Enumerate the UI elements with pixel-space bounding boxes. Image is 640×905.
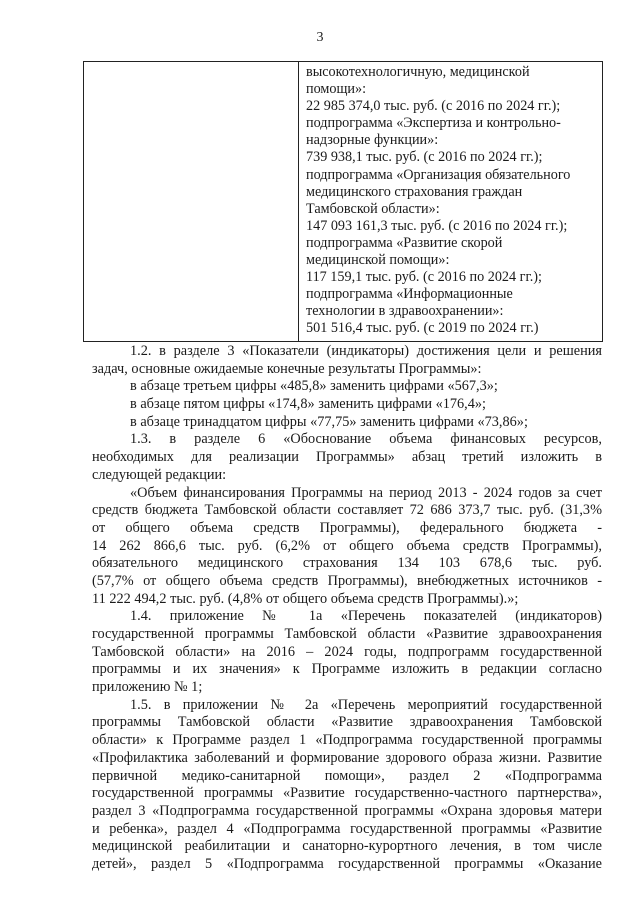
paragraph-line: «Профилактика заболеваний и формирование здорового образа жизни. Развитие	[92, 749, 602, 766]
table-line: надзорные функции»:	[306, 132, 439, 149]
paragraph-line: (57,7% от общего объема средств Программы), внебюджетных источников -	[92, 572, 602, 589]
paragraph-line: и ребенка», раздел 4 «Подпрограмма государственной программы «Развитие	[92, 820, 602, 837]
paragraph-line: 1.4. приложение № 1а «Перечень показателей (индикаторов)	[130, 608, 602, 625]
paragraph-line: детей», раздел 5 «Подпрограмма государственной программы «Оказание	[92, 855, 602, 872]
paragraph-line: медицинской реабилитации и санаторно-курортного лечения, в том числе	[92, 838, 602, 855]
paragraph-line: области» к Программе раздел 1 «Подпрограмма государственной программы	[92, 732, 602, 749]
table-line: 501 516,4 тыс. руб. (с 2019 по 2024 гг.)	[306, 320, 539, 337]
table-column-divider	[298, 62, 299, 341]
paragraph-line: Тамбовской области» на 2016 – 2024 годы, подпрограмм государственной	[92, 643, 602, 660]
paragraph-line: необходимых для реализации Программы» абзац третий изложить в	[92, 449, 602, 466]
table-line: помощи»:	[306, 81, 367, 98]
paragraph-line: обязательного медицинского страхования 134 103 678,6 тыс. руб.	[92, 555, 602, 572]
table-right-cell	[306, 64, 598, 338]
paragraph-line: 14 262 866,6 тыс. руб. (6,2% от общего объема средств Программы),	[92, 537, 602, 554]
table-line: подпрограмма «Экспертиза и контрольно-	[306, 115, 561, 132]
page-number: 3	[316, 30, 324, 45]
table-line: медицинской помощи»:	[306, 252, 450, 269]
table-line: подпрограмма «Развитие скорой	[306, 234, 503, 251]
table-line: 117 159,1 тыс. руб. (с 2016 по 2024 гг.);	[306, 269, 542, 286]
paragraph-line: 11 222 494,2 тыс. руб. (4,8% от общего объема средств Программы).»;	[92, 590, 519, 607]
paragraph-line: приложению № 1;	[92, 679, 203, 696]
paragraph-line: государственной программы Тамбовской области «Развитие здравоохранения	[92, 626, 602, 642]
table-line: Тамбовской области»:	[306, 200, 440, 217]
paragraph-line: программы Тамбовской области «Развитие здравоохранения Тамбовской	[92, 714, 602, 731]
funding-table	[83, 61, 603, 342]
paragraph-line: средств бюджета Тамбовской области составляет 72 686 373,7 тыс. руб. (31,3%	[92, 502, 602, 519]
paragraph-line: первичной медико-санитарной помощи», раздел 2 «Подпрограмма	[92, 767, 602, 784]
paragraph-line: задач, основные ожидаемые конечные результаты Программы»:	[92, 360, 482, 377]
paragraph-line: от общего объема средств Программы), федерального бюджета -	[92, 519, 602, 536]
paragraph-line: в абзаце пятом цифры «174,8» заменить цифрами «176,4»;	[130, 396, 487, 413]
paragraph-line: «Объем финансирования Программы на период 2013 - 2024 годов за счет	[130, 484, 602, 501]
paragraph-line: следующей редакции:	[92, 466, 227, 483]
paragraph-line: раздел 3 «Подпрограмма государственной программы «Охрана здоровья матери	[92, 802, 602, 819]
paragraph-line: государственной программы «Развитие государственно-частного партнерства»,	[92, 785, 602, 802]
table-line: медицинского страхования граждан	[306, 183, 523, 200]
table-line: 147 093 161,3 тыс. руб. (с 2016 по 2024 гг.);	[306, 217, 568, 234]
table-line: технологии в здравоохранении»:	[306, 303, 504, 320]
paragraph-line: программы и их значения» к Программе изложить в редакции согласно	[92, 661, 602, 678]
paragraph-line: в абзаце тринадцатом цифры «77,75» заменить цифрами «73,86»;	[130, 413, 528, 430]
paragraph-line: в абзаце третьем цифры «485,8» заменить цифрами «567,3»;	[130, 378, 498, 395]
table-line: 22 985 374,0 тыс. руб. (с 2016 по 2024 гг.);	[306, 98, 561, 115]
table-line: 739 938,1 тыс. руб. (с 2016 по 2024 гг.);	[306, 149, 543, 166]
table-line: подпрограмма «Информационные	[306, 286, 513, 303]
paragraph-line: 1.3. в разделе 6 «Обоснование объема финансовых ресурсов,	[130, 431, 602, 448]
document-body	[92, 343, 602, 874]
paragraph-line: 1.2. в разделе 3 «Показатели (индикаторы) достижения цели и решения	[130, 343, 602, 359]
paragraph-line: 1.5. в приложении № 2а «Перечень мероприятий государственной	[130, 696, 602, 713]
table-line: высокотехнологичную, медицинской	[306, 64, 530, 80]
table-line: подпрограмма «Организация обязательного	[306, 166, 571, 183]
